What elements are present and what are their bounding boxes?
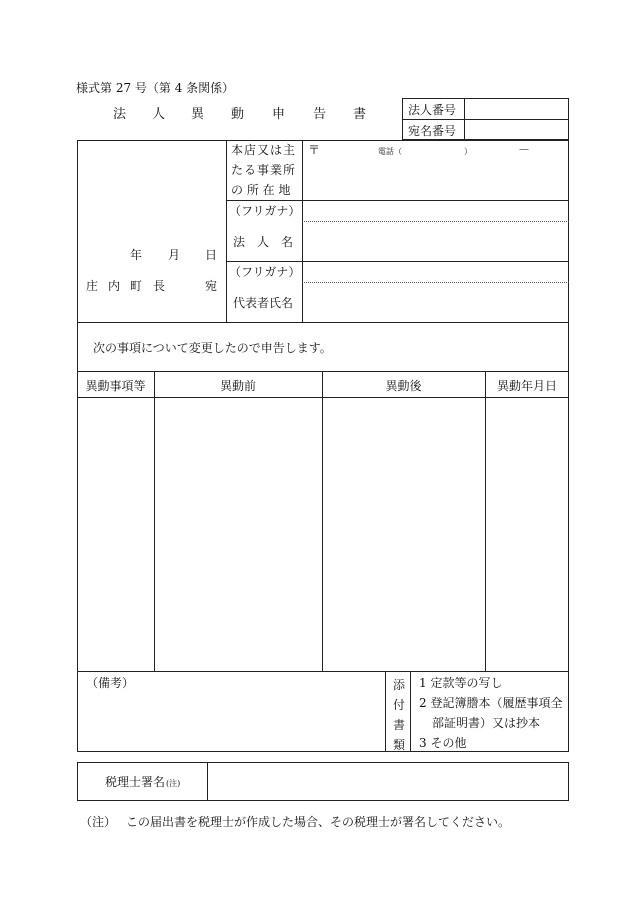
corp-name-label: 法 人 名 bbox=[233, 235, 294, 249]
before-cell[interactable] bbox=[156, 399, 321, 670]
after-cell[interactable] bbox=[324, 399, 484, 670]
declaration: 次の事項について変更したので申告します。 bbox=[93, 341, 332, 355]
address-field[interactable] bbox=[304, 160, 567, 198]
title-char: 動 bbox=[231, 107, 245, 122]
corp-number-label: 法人番号 bbox=[408, 103, 457, 117]
phone-label: 電話（ bbox=[378, 147, 402, 156]
rep-furigana-field[interactable] bbox=[304, 263, 567, 281]
header-item: 異動事項等 bbox=[85, 379, 146, 393]
signature-field[interactable] bbox=[209, 764, 567, 799]
attachment-item: 3 その他 bbox=[419, 736, 467, 750]
form-number: 様式第 27 号（第 4 条関係） bbox=[76, 81, 235, 95]
head-office-label-line: たる事業所 bbox=[231, 163, 297, 177]
address-number-field[interactable] bbox=[466, 121, 567, 139]
recipient-char: 町 bbox=[130, 279, 143, 293]
recipient-char: 長 bbox=[153, 279, 166, 293]
phone-close: ） bbox=[464, 147, 472, 156]
remarks-label: （備考） bbox=[86, 676, 135, 690]
title-char: 書 bbox=[353, 107, 367, 122]
rep-name-label: 代表者氏名 bbox=[233, 296, 294, 310]
postal-mark: 〒 bbox=[308, 143, 321, 157]
date-cell[interactable] bbox=[487, 399, 568, 670]
attachment-item: 部証明書）又は抄本 bbox=[432, 716, 541, 730]
corp-number-field[interactable] bbox=[466, 100, 567, 118]
remarks-field[interactable] bbox=[79, 692, 383, 750]
recipient-char: 庄 bbox=[86, 279, 99, 293]
header-before: 異動前 bbox=[219, 379, 256, 393]
attachment-label-char: 付 bbox=[393, 698, 406, 712]
corp-furigana-field[interactable] bbox=[304, 202, 567, 220]
title-char: 法 bbox=[113, 107, 127, 122]
attachment-item: 1 定款等の写し bbox=[419, 676, 503, 690]
title-char: 告 bbox=[313, 107, 327, 122]
title-char: 申 bbox=[272, 107, 286, 122]
tax-accountant-label: 税理士署名 bbox=[105, 775, 166, 789]
attachment-label-char: 類 bbox=[393, 738, 406, 752]
rep-name-field[interactable] bbox=[304, 284, 567, 321]
date-year: 年 bbox=[130, 248, 143, 262]
item-cell[interactable] bbox=[79, 399, 153, 670]
corp-name-field[interactable] bbox=[304, 223, 567, 260]
header-after: 異動後 bbox=[385, 379, 422, 393]
title-char: 人 bbox=[152, 107, 166, 122]
furigana-label: （フリガナ） bbox=[229, 204, 301, 218]
recipient-char: 宛 bbox=[205, 279, 218, 293]
header-date: 異動年月日 bbox=[496, 379, 557, 393]
head-office-label-line: の 所 在 地 bbox=[231, 183, 291, 197]
attachment-item: 2 登記簿謄本（履歴事項全 bbox=[419, 696, 563, 710]
footnote-text: この届出書を税理士が作成した場合、その税理士が署名してください。 bbox=[126, 815, 511, 829]
recipient-char: 内 bbox=[108, 279, 121, 293]
title-char: 異 bbox=[191, 107, 205, 122]
tax-accountant-note: (注) bbox=[166, 779, 181, 788]
head-office-label-line: 本店又は主 bbox=[231, 143, 297, 157]
phone-dash: － bbox=[518, 143, 531, 157]
furigana-label: （フリガナ） bbox=[229, 265, 301, 279]
date-month: 月 bbox=[168, 248, 181, 262]
attachment-label-char: 添 bbox=[393, 678, 406, 692]
date-day: 日 bbox=[205, 248, 218, 262]
footnote-mark: （注） bbox=[80, 815, 117, 829]
attachment-label-char: 書 bbox=[393, 718, 406, 732]
address-number-label: 宛名番号 bbox=[408, 124, 457, 138]
